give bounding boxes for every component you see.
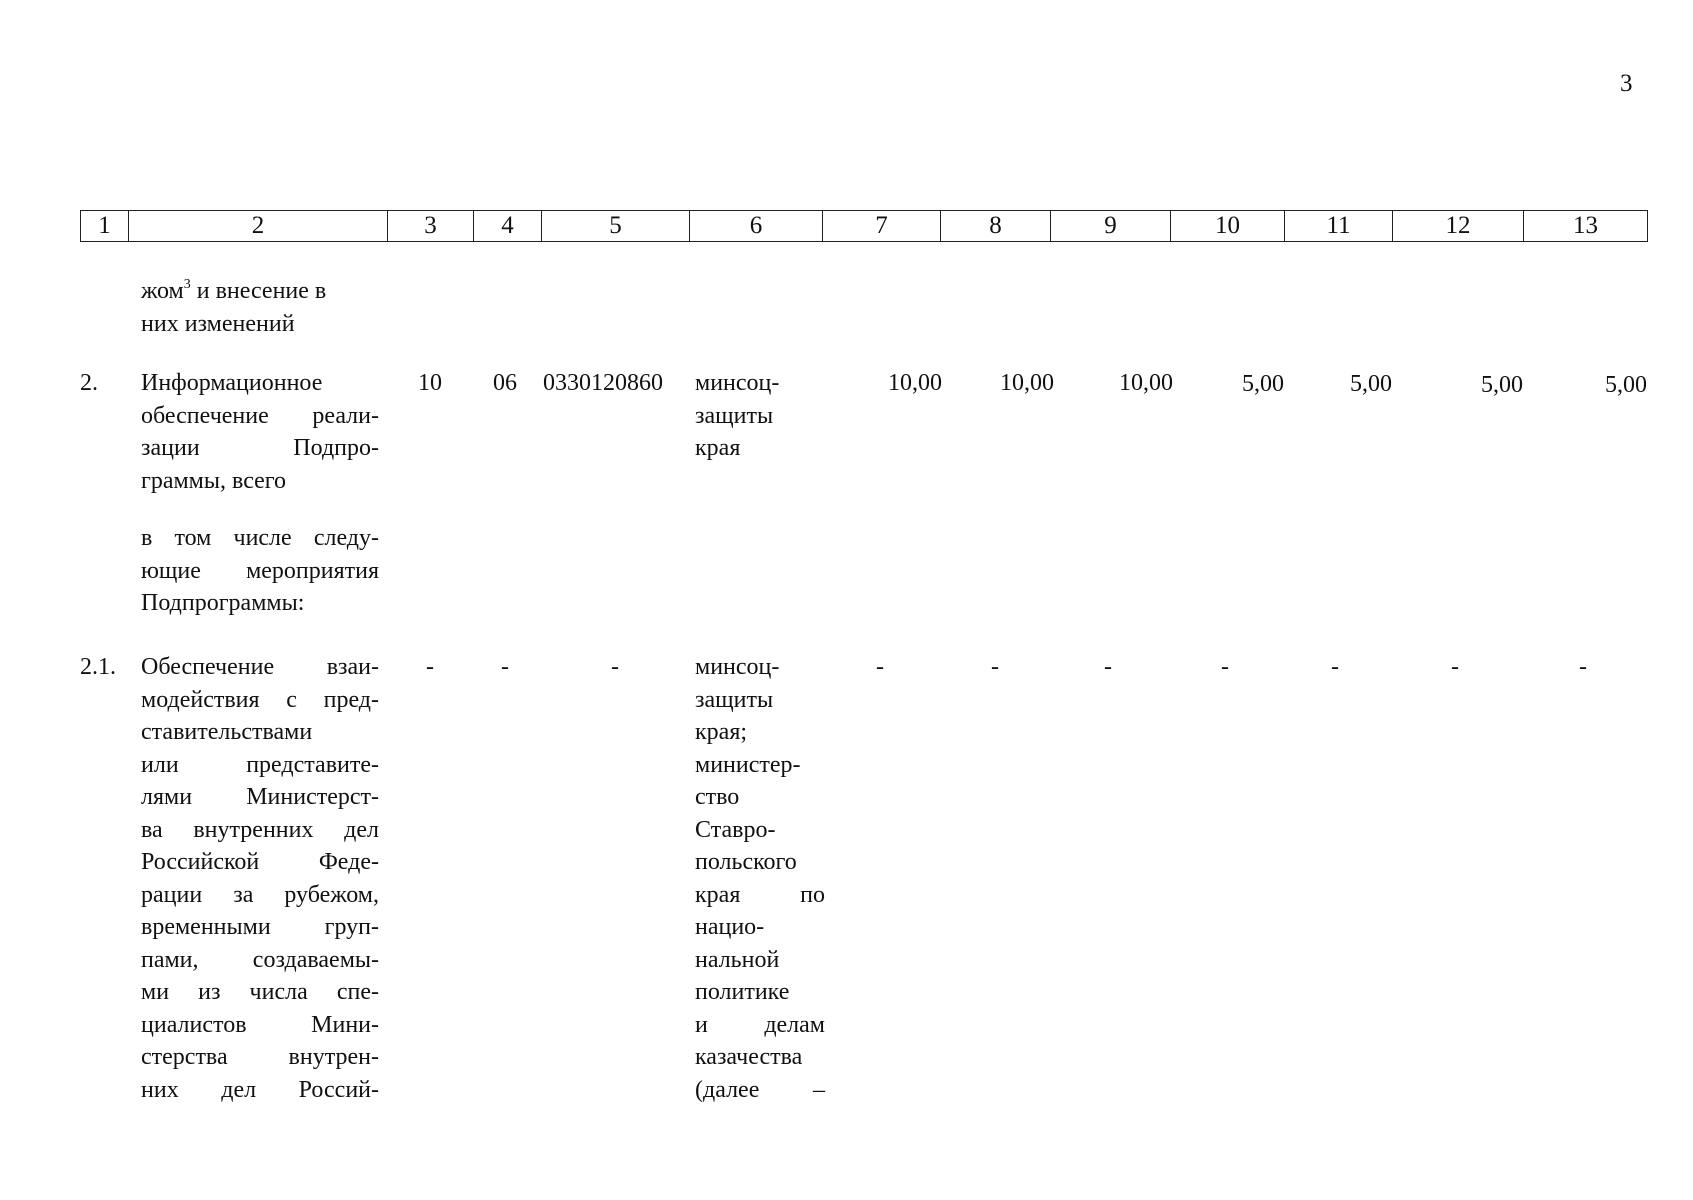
row-2-col-7: 10,00 <box>888 370 942 396</box>
text-line: ставительствами <box>141 719 313 745</box>
header-cell: 7 <box>823 211 941 242</box>
text-line: Обеспечение взаи- <box>141 654 379 680</box>
text-line: политике <box>695 979 790 1005</box>
header-cell: 1 <box>81 211 129 242</box>
text-line: ющие мероприятия <box>141 557 379 584</box>
text-line: лями Министерст- <box>141 784 379 810</box>
subprogram-measures-heading <box>141 522 379 620</box>
text-line: ми из числа спе- <box>141 979 379 1005</box>
text-line: защиты <box>695 402 774 429</box>
row-2-col-11: 5,00 <box>1350 371 1392 397</box>
row-2-1-col-9: - <box>1104 654 1112 680</box>
text-line: казачества <box>695 1044 803 1070</box>
row-2-col-13: 5,00 <box>1605 372 1647 398</box>
text-line: нацио- <box>695 914 765 940</box>
continuation-line-2: них изменений <box>141 311 295 337</box>
text-line: рации за рубежом, <box>141 881 379 908</box>
row-2-number: 2. <box>80 370 98 396</box>
row-2-1-col-12: - <box>1451 654 1459 680</box>
header-cell: 13 <box>1524 211 1648 242</box>
row-2-col-4: 06 <box>493 370 517 396</box>
header-cell: 3 <box>388 211 474 242</box>
text-line: Информационное <box>141 370 323 396</box>
row-2-col-10: 5,00 <box>1242 371 1284 397</box>
text-line: них дел Россий- <box>141 1076 379 1103</box>
row-2-1-number: 2.1. <box>80 654 116 680</box>
text-line: польского <box>695 849 797 875</box>
text-line: минсоц- <box>695 370 780 396</box>
text-line: защиты <box>695 686 774 713</box>
continuation-line-1: жом$^3$ и внесение в <box>141 277 327 304</box>
text-line: ва внутренних дел <box>141 816 379 843</box>
text-line: края по <box>695 881 825 908</box>
header-cell: 8 <box>941 211 1051 242</box>
text-line: в том числе следу- <box>141 525 379 551</box>
row-2-1-col-3: - <box>426 654 434 680</box>
row-2-name <box>141 367 379 497</box>
row-2-col-8: 10,00 <box>1000 370 1054 396</box>
header-cell: 4 <box>474 211 542 242</box>
row-2-1-col-10: - <box>1221 654 1229 680</box>
header-cell: 2 <box>129 211 388 242</box>
row-2-1-col-13: - <box>1579 654 1587 680</box>
row-2-1-col-8: - <box>991 654 999 680</box>
text-line: Российской Феде- <box>141 849 379 875</box>
text-line: обеспечение реали- <box>141 402 379 429</box>
row-2-1-col-4: - <box>501 654 509 680</box>
text-line: (далее – <box>695 1076 825 1103</box>
text-line: стерства внутрен- <box>141 1044 379 1070</box>
header-cell: 9 <box>1051 211 1171 242</box>
row-2-1-col-5: - <box>611 654 619 680</box>
text-line: модействия с пред- <box>141 686 379 713</box>
row-2-col-5: 0330120860 <box>543 370 663 396</box>
text-line: и делам <box>695 1011 825 1038</box>
page-number: 3 <box>1620 70 1633 97</box>
text-line: края; <box>695 719 748 745</box>
text-line: минсоц- <box>695 654 780 680</box>
header-cell: 5 <box>542 211 690 242</box>
row-2-1-executor <box>695 651 825 1106</box>
header-cell: 11 <box>1285 211 1393 242</box>
row-2-col-12: 5,00 <box>1481 372 1523 398</box>
row-2-1-col-11: - <box>1331 654 1339 680</box>
text-line: Ставро- <box>695 816 776 843</box>
text-line: нальной <box>695 946 780 973</box>
text-line: Подпрограммы: <box>141 590 305 616</box>
row-2-1-name <box>141 651 379 1106</box>
column-number-header <box>80 210 1648 242</box>
row-2-executor <box>695 367 825 465</box>
row-2-col-9: 10,00 <box>1119 370 1173 396</box>
text-line: зации Подпро- <box>141 435 379 461</box>
row-2-1-col-7: - <box>876 654 884 680</box>
text-line: или представите- <box>141 751 379 778</box>
text-line: циалистов Мини- <box>141 1011 379 1038</box>
text-line: пами, создаваемы- <box>141 946 379 973</box>
header-cell: 12 <box>1393 211 1524 242</box>
text-line: ство <box>695 784 740 810</box>
header-cell: 10 <box>1171 211 1285 242</box>
text-line: министер- <box>695 751 801 778</box>
row-2-col-3: 10 <box>418 370 442 396</box>
text-line: края <box>695 435 741 461</box>
text-line: граммы, всего <box>141 467 287 494</box>
text-line: временными груп- <box>141 914 379 940</box>
header-cell: 6 <box>690 211 823 242</box>
